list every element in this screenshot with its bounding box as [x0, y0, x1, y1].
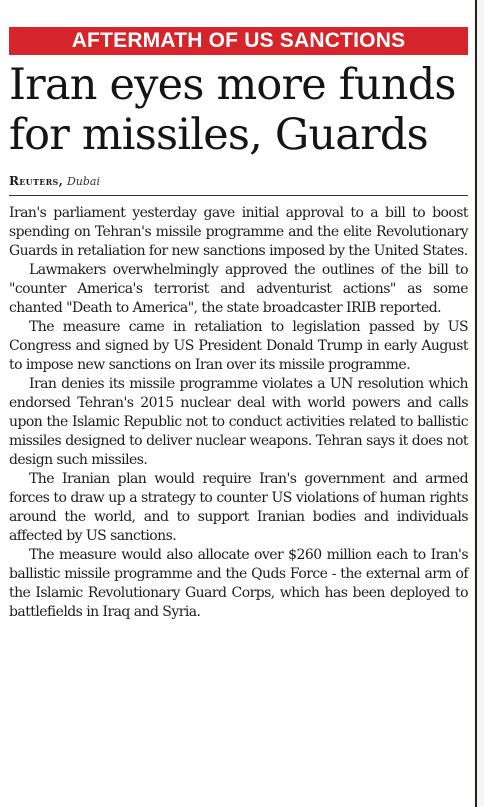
headline-line-2: for missiles, Guards — [9, 110, 428, 160]
article-paragraph-2: Lawmakers overwhelmingly approved the outlines of the bill to "counter America's terrorist and adventurist actions" as some chanted "Death to America", the state broadcaster IRIB reported. — [9, 262, 468, 316]
article-body — [9, 204, 468, 622]
byline — [9, 174, 100, 189]
article-paragraph-1: Iran's parliament yesterday gave initial approval to a bill to boost spending on Tehran's missile programme and the elite Revolutionary Guards in retaliation for new sanctions imposed by the United States. — [9, 205, 468, 259]
article-paragraph-3: The measure came in retaliation to legislation passed by US Congress and signed by US President Donald Trump in early August to impose new sanctions on Iran over its missile programme. — [9, 319, 468, 373]
column-rule — [475, 0, 477, 807]
article-paragraph-6: The measure would also allocate over $260 million each to Iran's ballistic missile programme and the Quds Force - the external arm of the Islamic Revolutionary Guard Corps, which has been deployed to battlefields in Iraq and Syria. — [9, 547, 468, 620]
byline-divider — [9, 195, 468, 196]
article-paragraph-4: Iran denies its missile programme violates a UN resolution which endorsed Tehran's 2015 nuclear deal with world powers and calls upon the Islamic Republic not to conduct activities related to ballistic missiles designed to deliver nuclear weapons. Tehran says it does not design such missiles. — [9, 376, 468, 468]
article-paragraph-5: The Iranian plan would require Iran's government and armed forces to draw up a strategy to counter US violations of human rights around the world, and to support Iranian bodies and individuals affected by US sanctions. — [9, 471, 468, 544]
section-kicker: AFTERMATH OF US SANCTIONS — [9, 27, 468, 55]
byline-location: Dubai — [66, 175, 100, 188]
headline-line-1: Iran eyes more funds — [9, 60, 456, 110]
headline — [9, 60, 471, 160]
byline-agency: Reuters, — [9, 174, 64, 188]
